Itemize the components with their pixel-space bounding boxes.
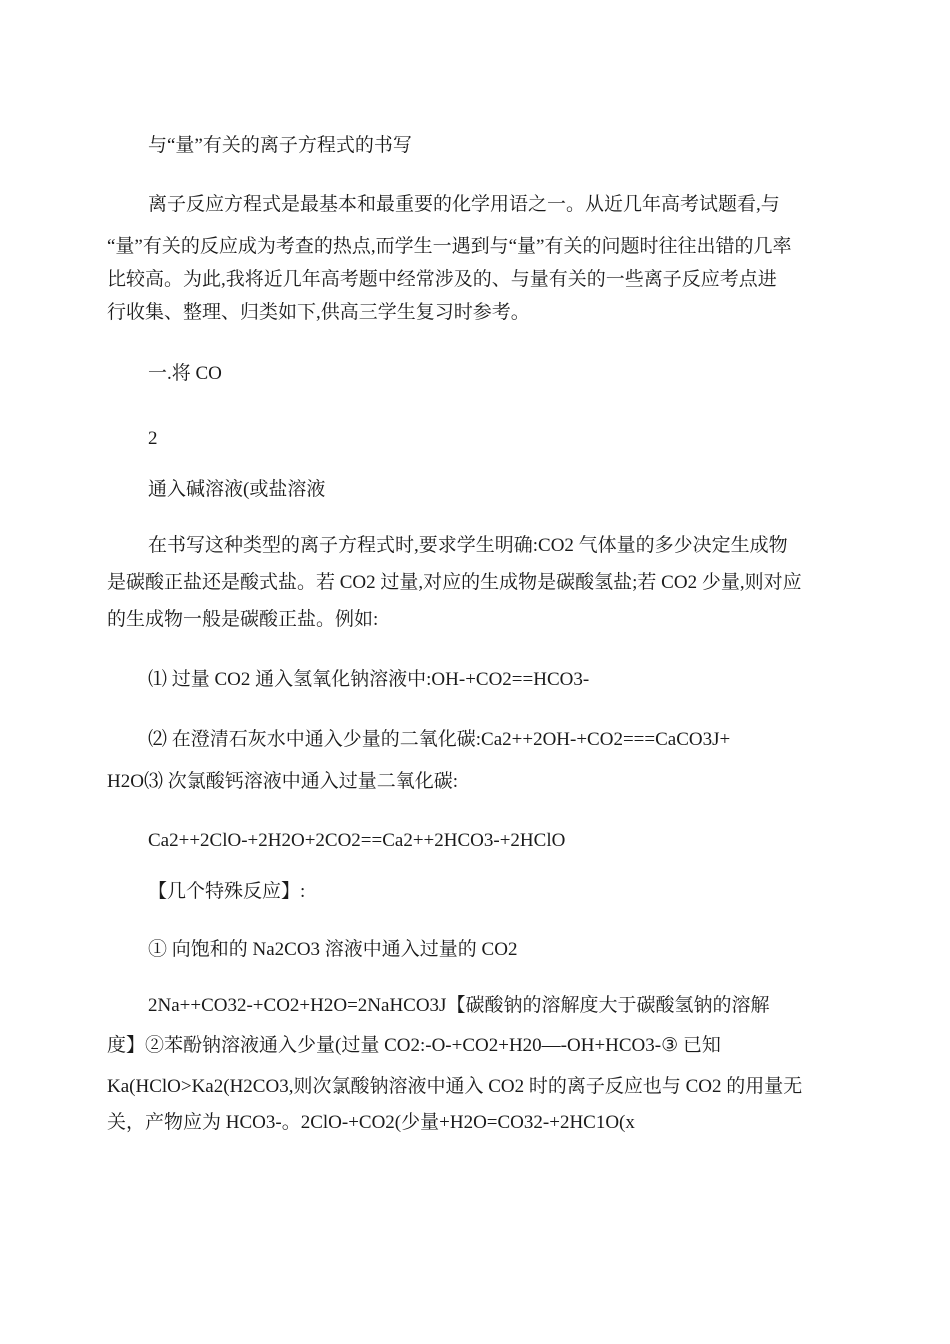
section1-para-line-1: 在书写这种类型的离子方程式时,要求学生明确:CO2 气体量的多少决定生成物 bbox=[148, 535, 788, 556]
intro-line-4: 行收集、整理、归类如下,供高三学生复习时参考。 bbox=[107, 302, 530, 323]
special-para-line-4: 关，产物应为 HCO3-。2ClO-+CO2(少量+H2O=CO32-+2HC1O(x bbox=[107, 1112, 635, 1133]
special-reaction-1: ① 向饱和的 Na2CO3 溶液中通入过量的 CO2 bbox=[148, 939, 518, 960]
special-para-line-3: Ka(HClO>Ka2(H2CO3,则次氯酸钠溶液中通入 CO2 时的离子反应也与 CO2 的用量无 bbox=[107, 1076, 803, 1097]
intro-line-3: 比较高。为此,我将近几年高考题中经常涉及的、与量有关的一些离子反应考点进 bbox=[107, 269, 777, 290]
example-1: ⑴ 过量 CO2 通入氢氧化钠溶液中:OH-+CO2==HCO3- bbox=[148, 669, 590, 690]
section1-heading-part-a: 一.将 CO bbox=[148, 363, 222, 384]
section1-para-line-3: 的生成物一般是碳酸正盐。例如: bbox=[107, 609, 379, 630]
section1-heading-part-b: 2 bbox=[148, 428, 158, 449]
special-reactions-heading: 【几个特殊反应】: bbox=[148, 881, 306, 902]
example-3-equation: Ca2++2ClO-+2H2O+2CO2==Ca2++2HCO3-+2HClO bbox=[148, 830, 566, 851]
example-2-line-2: H2O⑶ 次氯酸钙溶液中通入过量二氧化碳: bbox=[107, 771, 458, 792]
intro-line-2: “量”有关的反应成为考查的热点,而学生一遇到与“量”有关的问题时往往出错的几率 bbox=[107, 236, 792, 257]
example-2-line-1: ⑵ 在澄清石灰水中通入少量的二氧化碳:Ca2++2OH-+CO2===CaCO3J+ bbox=[148, 729, 731, 750]
intro-line-1: 离子反应方程式是最基本和最重要的化学用语之一。从近几年高考试题看,与 bbox=[148, 194, 780, 215]
section1-heading-part-c: 通入碱溶液(或盐溶液 bbox=[148, 479, 326, 500]
section1-para-line-2: 是碳酸正盐还是酸式盐。若 CO2 过量,对应的生成物是碳酸氢盐;若 CO2 少量,则对应 bbox=[107, 572, 802, 593]
document-title: 与“量”有关的离子方程式的书写 bbox=[148, 135, 412, 156]
special-para-line-2: 度】②苯酚钠溶液通入少量(过量 CO2:-O-+CO2+H20—-OH+HCO3-③ 已知 bbox=[107, 1035, 721, 1056]
special-para-line-1: 2Na++CO32-+CO2+H2O=2NaHCO3J【碳酸钠的溶解度大于碳酸氢钠的溶解 bbox=[148, 995, 770, 1016]
